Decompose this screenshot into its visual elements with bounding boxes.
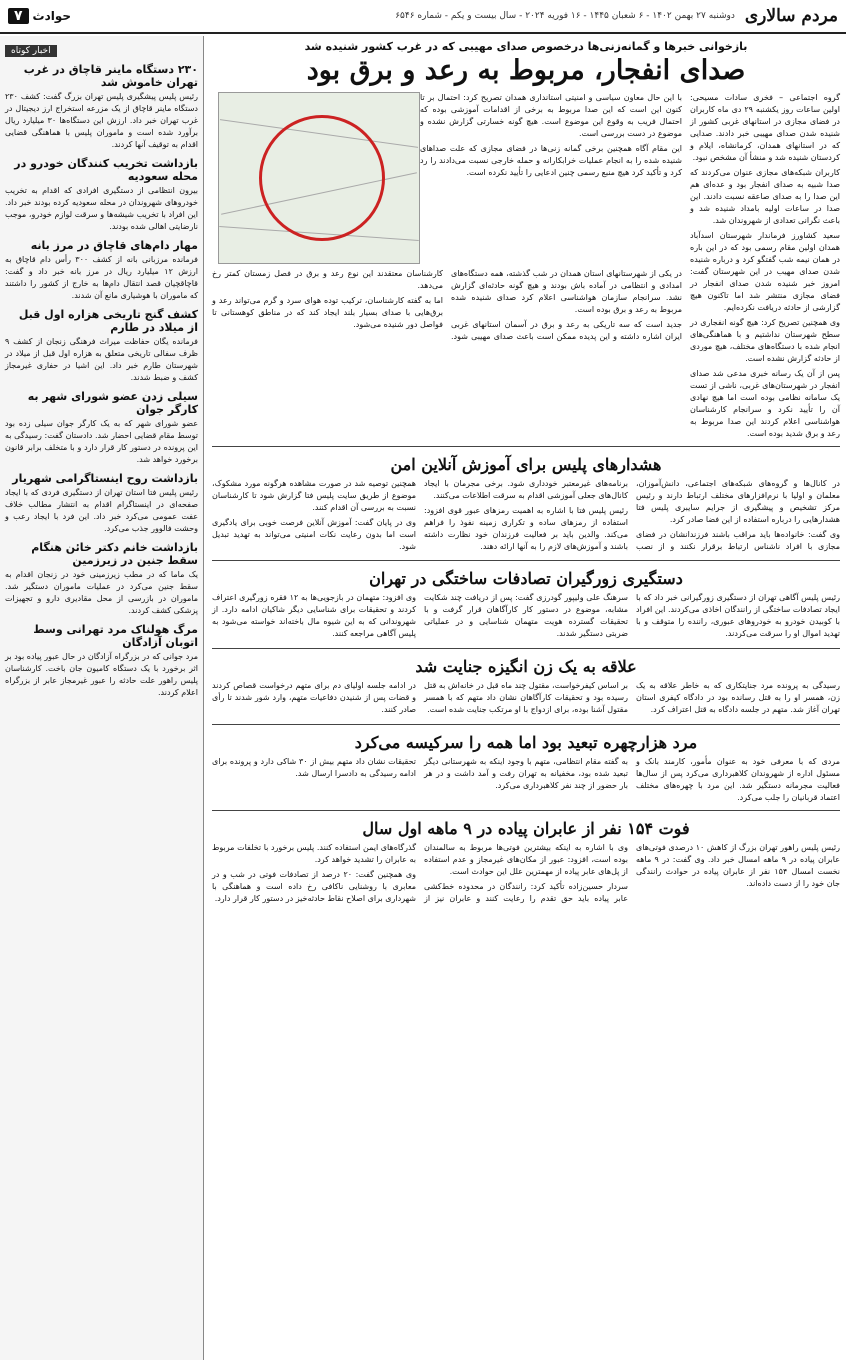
divider [212, 810, 840, 811]
lead-article [212, 40, 840, 440]
brief-body: عضو شورای شهر که به یک کارگر جوان سیلی زده بود توسط مقام قضایی احضار شد. دادستان گفت: رسیدگی به این پرونده در دستور کار قرار دارد و با متخلف برابر قانون برخورد خواهد شد. [5, 419, 198, 464]
online-paragraph: همچنین توصیه شد در صورت مشاهده هرگونه مورد مشکوک، موضوع از طریق سایت پلیس فتا گزارش شود تا کارشناسان نسبت به بررسی آن اقدام کنند. [212, 479, 416, 512]
lead-paragraph: اما به گفته کارشناسان، ترکیب توده هوای سرد و گرم می‌تواند رعد و برق‌هایی با صدای بسیار بلند ایجاد کند که در مناطق کوهستانی تا فواصل دور شنیده می‌شود. [212, 296, 443, 329]
newspaper-logo: مردم سالاری [744, 6, 838, 26]
divider [212, 560, 840, 561]
brief-body: رئیس پلیس فتا استان تهران از دستگیری فردی که با ایجاد صفحه‌ای در اینستاگرام اقدام به انتشار مطالب خلاف عفت عمومی می‌کرد خبر داد. این فرد با ایجاد رعب و وحشت فالوور جذب می‌کرد. [5, 488, 198, 533]
masked-paragraph: مردی که با معرفی خود به عنوان مأمور، کارمند بانک و مسئول اداره از شهروندان کلاهبرداری می‌کرد پس از سال‌ها فعالیت مجرمانه دستگیر شد. این مرد با چهره‌های مختلف اعتماد قربانیان را جلب می‌کرد. [636, 757, 840, 802]
brief-item [5, 239, 198, 302]
brief-item [5, 541, 198, 617]
drivers-title: دستگیری زورگیران تصادفات ساختگی در تهران [369, 569, 683, 588]
wife-title: علاقه به یک زن انگیزه جنایت شد [415, 657, 637, 676]
brief-body: فرمانده مرزبانی بانه از کشف ۳۰۰ رأس دام قاچاق به ارزش ۱۲ میلیارد ریال در مرز بانه خبر داد و گفت: قاچاقچیان قصد انتقال دام‌ها به خارج از کشور را داشتند که ماموران با هوشیاری مانع آن شدند. [5, 255, 199, 300]
lead-paragraph: پس از آن یک رسانه خبری مدعی شد صدای انفجار در شهرستان‌های غربی، ناشی از تست یک سامانه نظامی بوده است اما هیچ نهادی آن را تأیید نکرد و سرانجام کارشناسان هواشناسی اعلام کردند این صدا مربوط به رعد و برق شدید بوده است. [690, 369, 840, 438]
brief-title: بازداشت روح اینستاگرامی شهریار [12, 472, 198, 485]
brief-item [5, 308, 198, 384]
masked-title: مرد هزارچهره تبعید بود اما همه را سرکیسه می‌کرد [354, 733, 698, 752]
brief-item [5, 157, 198, 233]
drivers-paragraph: سرهنگ علی ولیپور گودرزی گفت: پس از دریافت چند شکایت مشابه، موضوع در دستور کار کارآگاهان قرار گرفت و با تحقیقات گسترده هویت متهمان شناسایی و در عملیاتی ضربتی دستگیر شدند. [424, 593, 628, 638]
online-paragraph: وی در پایان گفت: آموزش آنلاین فرصت خوبی برای یادگیری است اما بدون رعایت نکات امنیتی می‌تواند به تهدید تبدیل شود. [212, 518, 416, 551]
brief-body: رئیس پلیس پیشگیری پلیس تهران بزرگ گفت: کشف ۲۳۰ دستگاه ماینر قاچاق از یک مزرعه استخراج ارز دیجیتال در غرب تهران خبر داد. ارزش این دستگاه‌ها ۳۰ میلیارد ریال برآورد شده است و ماموران پلیس با هماهنگی قضایی اقدام به توقیف آنها کردند. [5, 92, 198, 149]
masked-article [212, 733, 840, 804]
divider [212, 446, 840, 447]
drivers-paragraph: رئیس پلیس آگاهی تهران از دستگیری زورگیرانی خبر داد که با ایجاد تصادفات ساختگی از رانندگان اخاذی می‌کردند. این افراد با کوبیدن خودرو به خودروهای عبوری، راننده را متوقف و با تهدید اموال او را سرقت می‌کردند. [636, 593, 840, 638]
brief-item [5, 63, 198, 151]
online-paragraph: در کانال‌ها و گروه‌های شبکه‌های اجتماعی، دانش‌آموزان، معلمان و اولیا با نرم‌افزارهای مختلف ارتباط دارند و رئیس مرکز تشخیص و پیشگیری از جرایم سایبری پلیس فتا هشدارهایی را درباره استفاده از این فضا صادر کرد. [636, 479, 840, 524]
section-label: حوادث [32, 9, 72, 23]
brief-body: فرمانده یگان حفاظت میراث فرهنگی زنجان از کشف ۹ ظرف سفالی تاریخی متعلق به هزاره اول قبل از میلاد در شهرستان طارم خبر داد. این اشیا در حفاری غیرمجاز کشف و ضبط شدند. [5, 337, 198, 382]
brief-title: بازداشت تخریب کنندگان خودرو در محله سعودیه [14, 157, 198, 183]
divider [212, 724, 840, 725]
brief-title: کشف گنج تاریخی هزاره اول قبل از میلاد در طارم [18, 308, 198, 334]
map-red-circle [259, 115, 385, 241]
pedestrians-paragraph: وی با اشاره به اینکه بیشترین فوتی‌ها مربوط به سالمندان بوده است، افزود: عبور از مکان‌های غیرمجاز و عدم استفاده از پل‌های عابر پیاده از مهمترین علل این حوادث است. [424, 843, 628, 876]
brief-body: بیرون انتظامی از دستگیری افرادی که اقدام به تخریب خودروهای شهروندان در محله سعودیه کرده بودند خبر داد. این افراد با تخریب شیشه‌ها و سرقت لوازم خودرو، موجب نارضایتی اهالی شده بودند. [5, 186, 198, 231]
masked-paragraph: به گفته مقام انتظامی، متهم با وجود اینکه به شهرستانی دیگر تبعید شده بود، مخفیانه به تهران رفت و آمد داشت و در هر بار حضور از چند نفر کلاهبرداری می‌کرد. [424, 757, 628, 790]
brief-title: مهار دام‌های قاچاق در مرز بانه [30, 239, 198, 252]
online-paragraph: رئیس پلیس فتا با اشاره به اهمیت رمزهای عبور قوی افزود: استفاده از رمزهای ساده و تکراری زمینه نفوذ را فراهم می‌کند. والدین باید بر فعالیت فرزندان خود نظارت داشته باشند و آموزش‌های لازم را به آنها ارائه دهند. [424, 506, 628, 551]
drivers-paragraph: وی افزود: متهمان در بازجویی‌ها به ۱۲ فقره زورگیری اعتراف کردند و تحقیقات برای شناسایی دیگر شاکیان ادامه دارد. از شهروندانی که به این شیوه مال باخته‌اند خواسته می‌شود به پلیس آگاهی مراجعه کنند. [212, 593, 417, 638]
online-paragraph: وی گفت: خانواده‌ها باید مراقب باشند فرزندانشان در فضای مجازی با افراد ناشناس ارتباط برقرار نکنند و از نصب برنامه‌های غیرمعتبر خودداری شود. برخی مجرمان با ایجاد کانال‌های جعلی آموزشی اقدام به سرقت اطلاعات می‌کنند. [424, 479, 840, 551]
issue-info: دوشنبه ۲۷ بهمن ۱۴۰۲ - ۶ شعبان ۱۴۴۵ - ۱۶ فوریه ۲۰۲۴ - سال بیست و یکم - شماره ۶۵۴۶ [395, 11, 735, 21]
lead-paragraph: با این حال معاون سیاسی و امنیتی استانداری همدان تصریح کرد: احتمال بر تا کنون این است که این صدا مربوط به برخی از اقدامات آموزشی بوده که احتمال فریب به وقوع این موضوع است. هیچ گونه خسارتی گزارش نشده و موضوع در دست بررسی است. [420, 93, 682, 138]
lead-column-right [690, 92, 840, 440]
online-article [212, 455, 840, 554]
brief-title: سیلی زدن عضو شورای شهر به کارگر جوان [27, 390, 198, 416]
brief-title: مرگ هولناک مرد تهرانی وسط اتوبان آزادگان [33, 623, 198, 649]
brief-item [5, 623, 198, 699]
brief-item [5, 472, 198, 535]
lead-column-left [212, 92, 682, 440]
online-title: هشدارهای پلیس برای آموزش آنلاین امن [390, 455, 662, 474]
drivers-article [212, 569, 840, 642]
lead-paragraph: گروه اجتماعی – فخری سادات مسیحی: اولین ساعات روز یکشنبه ۲۹ دی ماه کاربران در فضای مجازی در استانهای غربی کشور از شنیده شدن صدای مهیبی خبر دادند. صدایی که در استانهای همدان، کرمانشاه، ایلام و کردستان شنیده شد و منشأ آن مشخص نبود. [690, 93, 840, 162]
page-number: ۷ [8, 8, 29, 24]
lead-paragraph: این مقام آگاه همچنین برخی گمانه زنی‌ها در فضای مجازی که علت صداهای شنیده شده را به انجام عملیات خرابکارانه و حمله خارجی نسبت می‌دادند را رد کرد و تأکید کرد هیچ منبع رسمی چنین ادعایی را تأیید نکرده است. [420, 144, 682, 177]
brief-title: بازداشت خانم دکتر خائن هنگام سقط جنین در زیرزمین [31, 541, 198, 567]
lead-paragraph: جدید است که سه تاریکی به رعد و برق در آسمان استانهای غربی ایران اشاره داشته و این پدیده ممکن است باعث صدای مهیبی شود. کارشناسان معتقدند این نوع رعد و برق در فصل زمستان کمتر رخ می‌دهد. [212, 269, 682, 341]
lead-paragraph: در یکی از شهرستانهای استان همدان در شب گذشته، همه دستگاه‌های امدادی و انتظامی در آماده باش بودند و هیچ گونه حادثه‌ای گزارش نشد. سرانجام سازمان هواشناسی اعلام کرد صدای شنیده شده مربوط به رعد و برق بوده است. [451, 269, 682, 314]
pedestrians-paragraph: وی همچنین گفت: ۲۰ درصد از تصادفات فوتی در شب و در معابری با روشنایی ناکافی رخ داده است و هماهنگی با شهرداری برای اصلاح نقاط حادثه‌خیز در دستور کار قرار دارد. [212, 870, 416, 903]
page-header [0, 0, 846, 34]
pedestrians-article [212, 819, 840, 905]
section-label-box [8, 8, 71, 24]
lead-paragraph: کاربران شبکه‌های مجازی عنوان می‌کردند که صدا شبیه به صدای انفجار بود و عده‌ای هم این صدا را به صدای صاعقه نسبت دادند. این صدا در ساعات اولیه بامداد شنیده شد و باعث نگرانی تعدادی از شهروندان شد. [690, 168, 840, 225]
wife-paragraph: در ادامه جلسه اولیای دم برای متهم درخواست قصاص کردند و قضات پس از شنیدن دفاعیات متهم، وارد شور شدند تا رأی صادر کنند. [212, 681, 416, 714]
lead-kicker: بازخوانی خبرها و گمانه‌زنی‌ها درخصوص صدای مهیبی که در غرب کشور شنیده شد [304, 40, 748, 53]
pedestrians-paragraph: رئیس پلیس راهور تهران بزرگ از کاهش ۱۰ درصدی فوتی‌های عابران پیاده در ۹ ماهه امسال خبر داد. وی گفت: در ۹ ماهه نخست امسال ۱۵۴ نفر از عابران پیاده در حوادث رانندگی جان خود را از دست داده‌اند. [636, 843, 840, 888]
brief-title: ۲۳۰ دستگاه ماینر قاچاق در غرب تهران خاموش شد [23, 63, 198, 89]
brief-body: یک ماما که در مطب زیرزمینی خود در زنجان اقدام به سقط جنین می‌کرد در عملیات ماموران دستگیر شد. ماموران در بازرسی از محل مقادیری دارو و تجهیزات پزشکی کشف کردند. [5, 570, 198, 615]
wife-paragraph: رسیدگی به پرونده مرد جنایتکاری که به خاطر علاقه به یک زن، همسر او را به قتل رسانده بود در دادگاه کیفری استان تهران آغاز شد. متهم در جلسه دادگاه به قتل اعتراف کرد. [636, 681, 840, 714]
main-column [206, 36, 846, 1360]
wife-paragraph: بر اساس کیفرخواست، مقتول چند ماه قبل در خانه‌اش به قتل رسیده بود و تحقیقات کارآگاهان نشان داد متهم که با همسر مقتول آشنا بوده، برای ازدواج با او مرتکب جنایت شده است. [424, 681, 628, 714]
lead-paragraph: وی همچنین تصریح کرد: هیچ گونه انفجاری در سطح شهرستان نداشتیم و با هماهنگی‌های انجام شده با دستگاه‌های مختلف، هیچ موردی از حادثه گزارش نشده است. [690, 318, 840, 363]
lead-title: صدای انفجار، مربوط به رعد و برق بود [306, 55, 746, 86]
masked-paragraph: تحقیقات نشان داد متهم بیش از ۳۰ شاکی دارد و پرونده برای ادامه رسیدگی به دادسرا ارسال شد. [212, 757, 416, 778]
lead-paragraph: سعید کشاورز فرماندار شهرستان اسدآباد همدان اولین مقام رسمی بود که در این باره در همان نیمه شب گفتگو کرد و درباره شنیده شدن صدای مهیب در این شهرستان گفت: امروز خبر شنیده شدن صدای انفجار در فضای مجازی منتشر شد اما تاکنون هیچ گزارشی از حادثه دریافت نکرده‌ایم. [690, 231, 840, 312]
sidebar-briefs [0, 36, 204, 1360]
pedestrians-paragraph: سردار حسین‌زاده تأکید کرد: رانندگان در محدوده خط‌کشی عابر پیاده باید حق تقدم را رعایت کنند و عابران نیز از گذرگاه‌های ایمن استفاده کنند. پلیس برخورد با تخلفات مربوط به عابران را تشدید خواهد کرد. [212, 843, 628, 903]
brief-item [5, 390, 198, 466]
brief-body: مرد جوانی که در بزرگراه آزادگان در حال عبور پیاده بود بر اثر برخورد با یک دستگاه کامیون جان باخت. کارشناسان پلیس راهور علت حادثه را عبور غیرمجاز عابر از بزرگراه اعلام کردند. [5, 652, 198, 697]
divider [212, 648, 840, 649]
pedestrians-title: فوت ۱۵۴ نفر از عابران پیاده در ۹ ماهه اول سال [362, 819, 690, 838]
wife-article [212, 657, 840, 718]
lead-map-image [218, 92, 420, 264]
briefs-tag: اخبار کوتاه [5, 45, 57, 57]
